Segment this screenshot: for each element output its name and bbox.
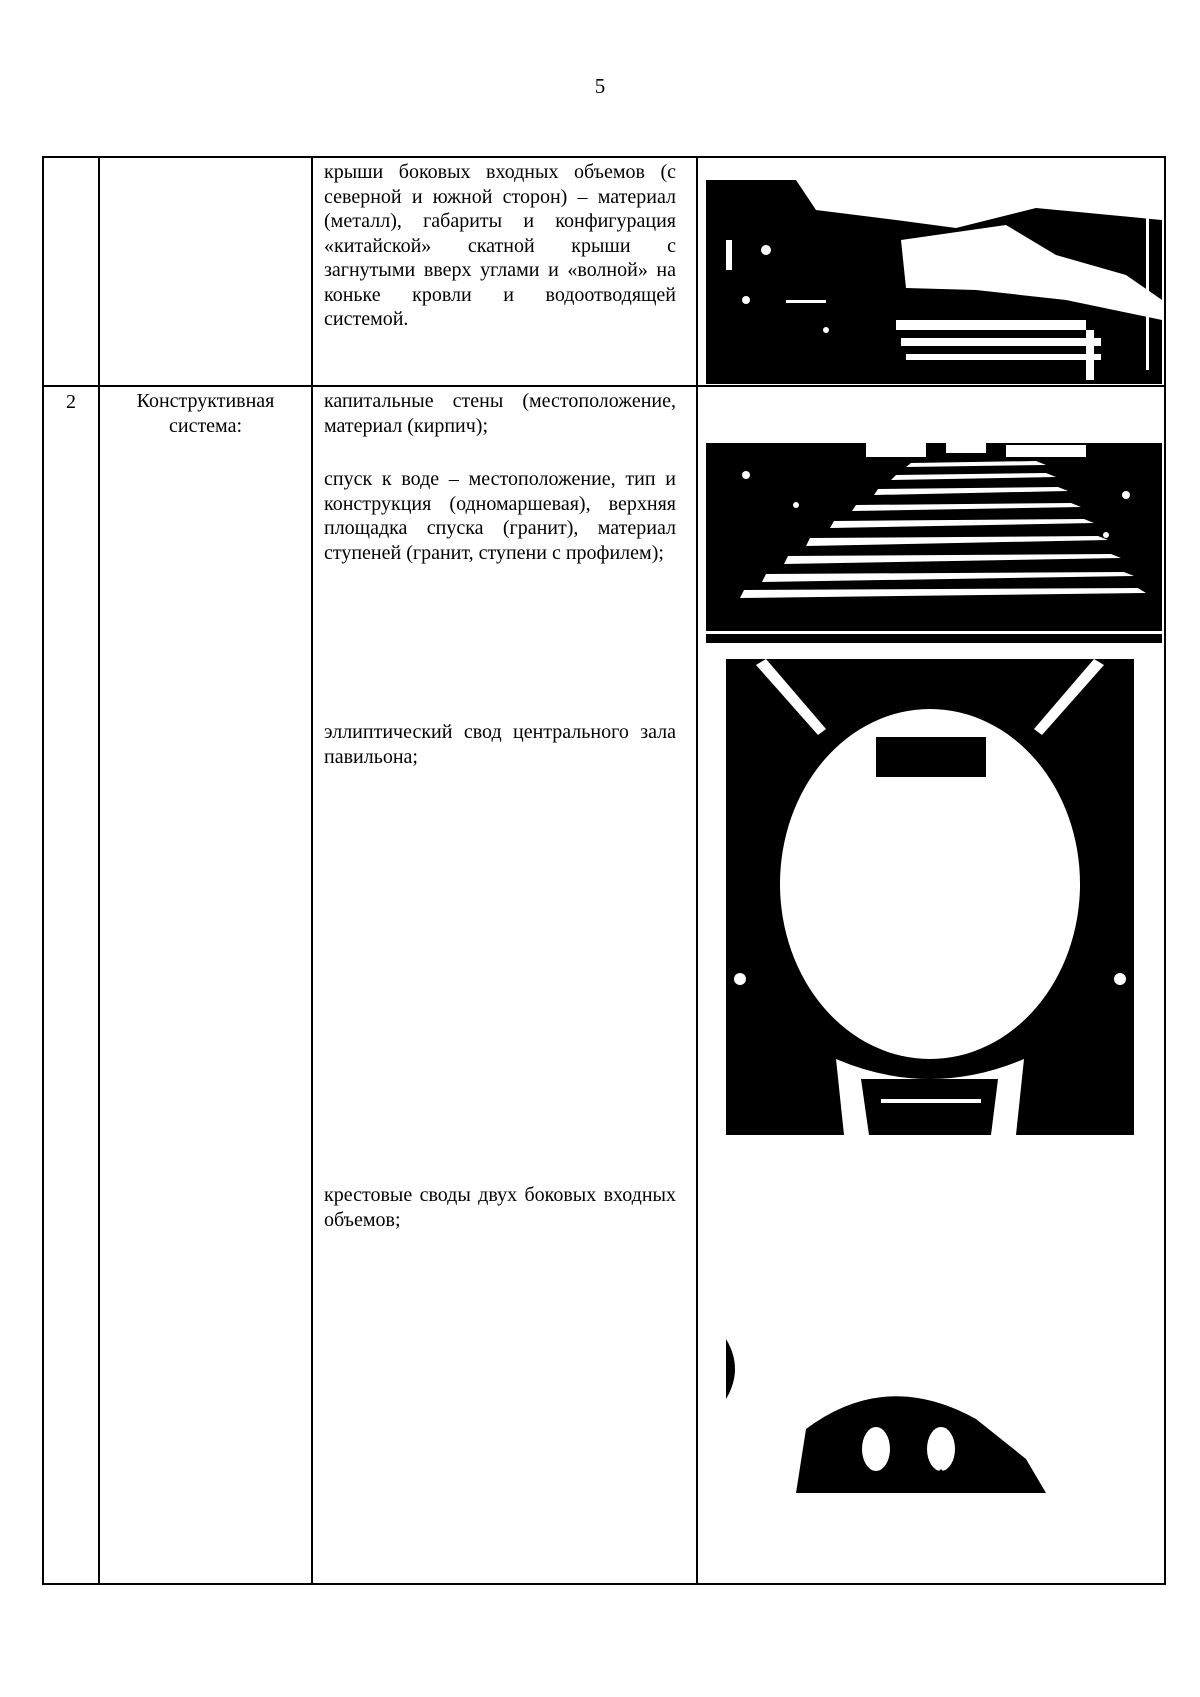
photo-water-staircase (706, 435, 1162, 643)
page-number: 5 (594, 74, 606, 98)
description-paragraph: крыши боковых входных объемов (с северной и южной сторон) – материал (металл), габариты и конфигурация «китайской» скатной крыши с загнутыми вверх углами и «волной» на коньке кровли и водоотводящей системой. (324, 161, 676, 330)
description-paragraph: крестовые своды двух боковых входных объемов; (324, 1184, 676, 1231)
description-paragraph: капитальные стены (местоположение, материал (кирпич); (324, 390, 676, 437)
section-title: Конструктивная система: (99, 386, 312, 1584)
photo-elliptical-vault (726, 659, 1134, 1135)
table-row (43, 157, 1165, 386)
table-row (43, 386, 1165, 1584)
row-number: 2 (43, 386, 99, 1584)
description-cell (312, 157, 697, 386)
image-cell (697, 386, 1165, 1584)
photo-side-roof (706, 180, 1162, 384)
description-paragraph: спуск к воде – местоположение, тип и конструкция (одномаршевая), верхняя площадка спуска (гранит), материал ступеней (гранит, ступени с профилем); (324, 468, 676, 564)
description-paragraph: эллиптический свод центрального зала павильона; (324, 721, 676, 768)
section-title (99, 157, 312, 386)
image-cell (697, 157, 1165, 386)
features-table (42, 156, 1166, 1585)
row-number (43, 157, 99, 386)
description-cell (312, 386, 697, 1584)
photo-cross-vault (726, 1319, 1046, 1493)
